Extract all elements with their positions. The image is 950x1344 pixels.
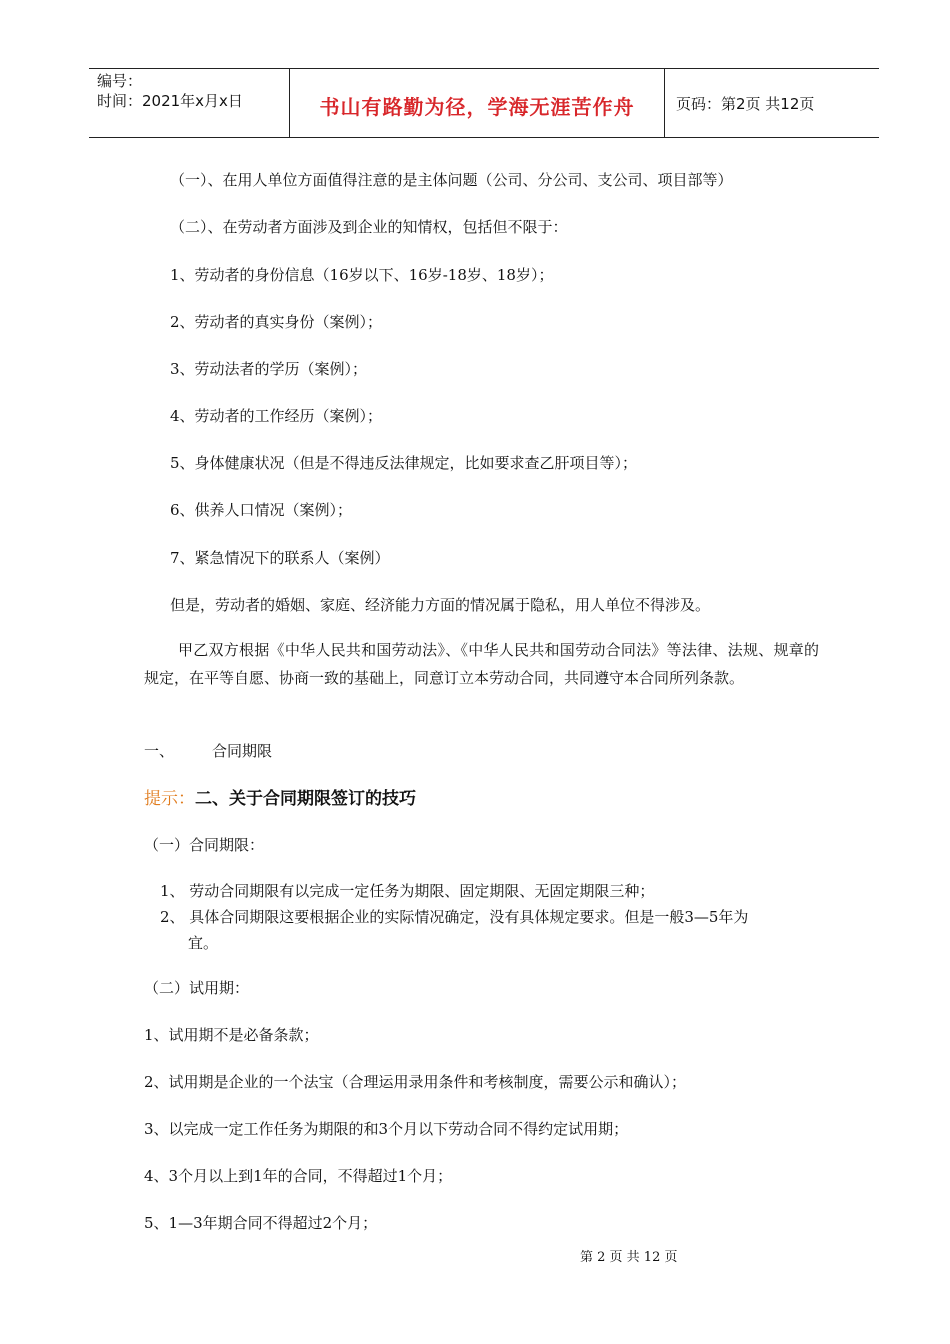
term-heading: （一）合同期限： [144, 836, 265, 854]
list-item: 4、劳动者的工作经历（案例）； [170, 407, 383, 425]
header-page-number: 页码：第2页 共12页 [676, 95, 815, 113]
header-meta-cell [89, 69, 289, 137]
list-item: 3、以完成一定工作任务为期限的和3个月以下劳动合同不得约定试用期； [144, 1120, 629, 1138]
list-item: 2、试用期是企业的一个法宝（合理运用录用条件和考核制度，需要公示和确认）； [144, 1073, 687, 1091]
document-number-label: 编号： [97, 72, 143, 90]
list-item: 1、试用期不是必备条款； [144, 1026, 319, 1044]
section-title: 合同期限 [212, 742, 273, 760]
list-item: 1、 劳动合同期限有以完成一定任务为期限、固定期限、无固定期限三种； [160, 882, 655, 900]
contract-paragraph: 甲乙双方根据《中华人民共和国劳动法》、《中华人民共和国劳动合同法》等法律、法规、规章的规定，在平等自愿、协商一致的基础上，同意订立本劳动合同，共同遵守本合同所列条款。 [144, 641, 819, 687]
page-header [89, 68, 879, 138]
body-line-privacy: 但是，劳动者的婚姻、家庭、经济能力方面的情况属于隐私，用人单位不得涉及。 [170, 596, 711, 614]
list-item: 2、劳动者的真实身份（案例）； [170, 313, 383, 331]
probation-heading: （二）试用期： [144, 979, 250, 997]
header-motto: 书山有路勤为径，学海无涯苦作舟 [319, 95, 635, 119]
list-item: 1、劳动者的身份信息（16岁以下、16岁-18岁、18岁）； [170, 266, 554, 284]
body-line-employer-subject: （一）、在用人单位方面值得注意的是主体问题（公司、分公司、支公司、项目部等） [170, 171, 733, 189]
document-time-label: 时间：2021年x月x日 [97, 92, 243, 110]
body-line-employee-info: （二）、在劳动者方面涉及到企业的知情权，包括但不限于： [170, 218, 568, 236]
list-item: 5、身体健康状况（但是不得违反法律规定，比如要求查乙肝项目等）； [170, 454, 638, 472]
list-item: 5、1—3年期合同不得超过2个月； [144, 1214, 378, 1232]
list-item: 3、劳动法者的学历（案例）； [170, 360, 368, 378]
list-item: 6、供养人口情况（案例）； [170, 501, 353, 519]
header-page-cell [664, 69, 879, 137]
list-item: 4、3个月以上到1年的合同，不得超过1个月； [144, 1167, 453, 1185]
tip-label: 提示： [144, 789, 195, 809]
tip-heading [144, 784, 416, 809]
list-item: 7、紧急情况下的联系人（案例） [170, 549, 390, 567]
header-motto-cell [289, 69, 665, 137]
page-footer: 第 2 页 共 12 页 [580, 1250, 678, 1265]
tip-heading-text: 二、关于合同期限签订的技巧 [195, 789, 416, 809]
list-item: 2、 具体合同期限这要根据企业的实际情况确定，没有具体规定要求。但是一般3—5年为 [160, 908, 749, 926]
section-number: 一、 [144, 742, 175, 760]
list-item-continuation: 宜。 [188, 934, 219, 952]
